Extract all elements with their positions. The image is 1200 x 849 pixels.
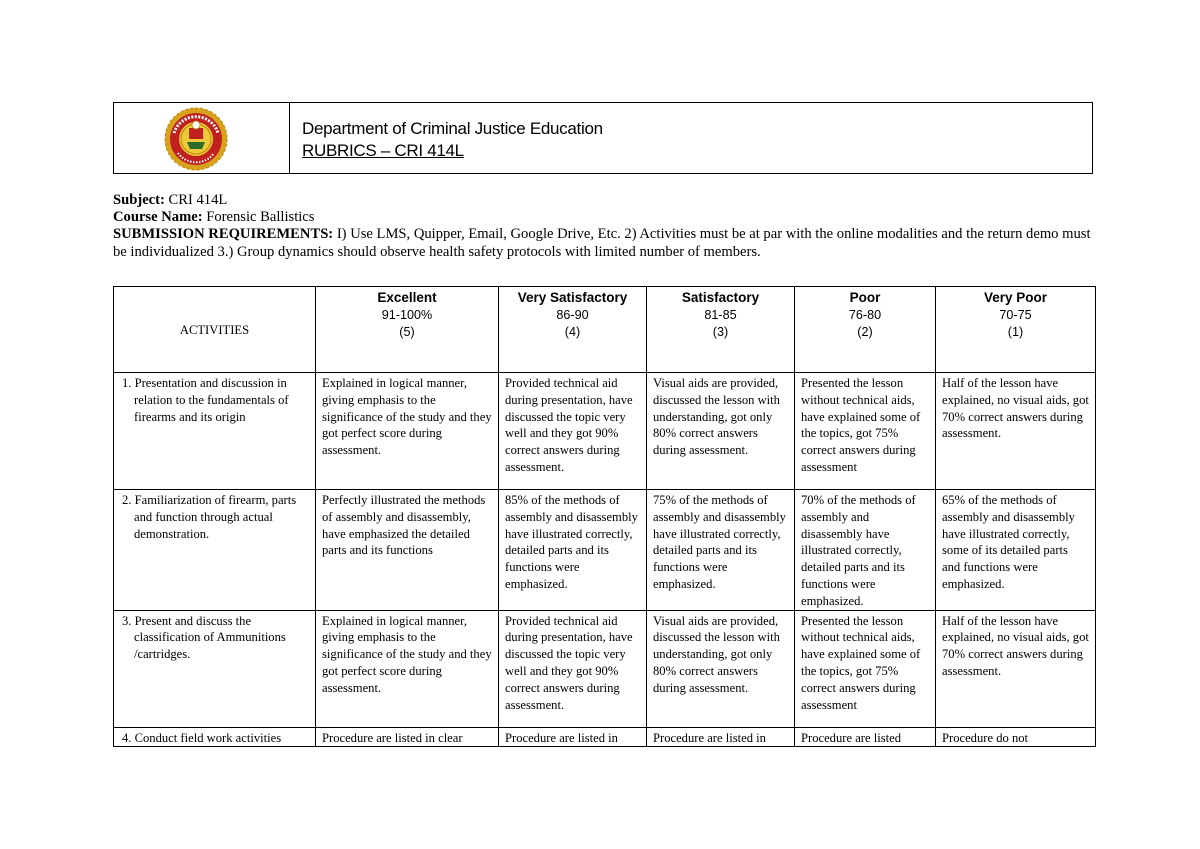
level-header (795, 287, 936, 373)
criteria-cell: Half of the lesson have explained, no visual aids, got 70% correct answers during assessment. (936, 373, 1096, 490)
level-points: (3) (712, 324, 729, 339)
table-row (114, 727, 1096, 747)
criteria-cell: Procedure are listed in (647, 727, 795, 747)
level-name: Very Satisfactory (517, 290, 628, 305)
level-name: Satisfactory (681, 290, 760, 305)
activity-text: 2. Familiarization of firearm, parts and function through actual demonstration. (122, 493, 297, 541)
level-header (647, 287, 795, 373)
college-seal-icon (161, 106, 231, 172)
logo-cell (114, 103, 290, 173)
activity-cell (114, 373, 316, 490)
course-label: Course Name: (113, 209, 203, 226)
criteria-cell: 75% of the methods of assembly and disassembly have illustrated correctly, detailed parts and its functions were emphasized. (647, 490, 795, 611)
rubrics-title: RUBRICS – CRI 414L (302, 141, 464, 160)
criteria-cell: Provided technical aid during presentation, have discussed the topic very well and they got 90% correct answers during assessment. (499, 373, 647, 490)
level-header (316, 287, 499, 373)
level-points: (5) (399, 324, 415, 339)
course-value: Forensic Ballistics (202, 209, 315, 226)
subject-line (113, 192, 1098, 209)
submission-label: SUBMISSION REQUIREMENTS: (113, 226, 334, 243)
criteria-cell: Provided technical aid during presentation, have discussed the topic very well and they got 90% correct answers during assessment. (499, 610, 647, 727)
table-row (114, 610, 1096, 727)
submission-line (113, 226, 1098, 260)
activity-text: 1. Presentation and discussion in relation to the fundamentals of firearms and its origin (122, 376, 289, 424)
level-header (936, 287, 1096, 373)
criteria-cell: Procedure are listed (795, 727, 936, 747)
criteria-cell: 65% of the methods of assembly and disassembly have illustrated correctly, some of its detailed parts and functions were emphasized. (936, 490, 1096, 611)
subject-label: Subject: (113, 192, 165, 208)
submission-value: I) Use LMS, Quipper, Email, Google Drive, Etc. 2) Activities must be at par with the online modalities and the return demo must be individualized 3.) Group dynamics should observe health safety protocols with limited number of members. (113, 226, 1091, 260)
level-name: Excellent (377, 290, 437, 305)
course-line (113, 209, 1098, 226)
criteria-cell: Procedure are listed in (499, 727, 647, 747)
level-points: (2) (857, 324, 873, 339)
criteria-cell: Visual aids are provided, discussed the lesson with understanding, got only 80% correct answers during assessment. (647, 373, 795, 490)
criteria-cell: 85% of the methods of assembly and disassembly have illustrated correctly, detailed parts and its functions were emphasized. (499, 490, 647, 611)
activity-cell (114, 610, 316, 727)
course-info (113, 192, 1098, 261)
activity-text: 4. Conduct field work activities (122, 730, 282, 745)
activities-header: ACTIVITIES (114, 287, 316, 373)
criteria-cell: Presented the lesson without technical aids, have explained some of the topics, got 75% correct answers during assessment (795, 373, 936, 490)
level-range: 76-80 (848, 307, 882, 322)
level-range: 91-100% (381, 307, 433, 322)
level-name: Poor (849, 290, 881, 305)
criteria-cell: Perfectly illustrated the methods of assembly and disassembly, have emphasized the detailed parts and its functions (316, 490, 499, 611)
header-box (113, 102, 1093, 174)
criteria-cell: Procedure do not (936, 727, 1096, 747)
criteria-cell: Half of the lesson have explained, no visual aids, got 70% correct answers during assessment. (936, 610, 1096, 727)
rubric-table (113, 286, 1096, 747)
criteria-cell: Explained in logical manner, giving emphasis to the significance of the study and they got perfect score during assessment. (316, 373, 499, 490)
subject-value: CRI 414L (164, 192, 228, 208)
level-name: Very Poor (983, 290, 1048, 305)
criteria-cell: 70% of the methods of assembly and disassembly have illustrated correctly, detailed parts and its functions were emphasized. (795, 490, 936, 611)
criteria-cell: Explained in logical manner, giving emphasis to the significance of the study and they got perfect score during assessment. (316, 610, 499, 727)
department-title: Department of Criminal Justice Education (302, 119, 603, 138)
level-header (499, 287, 647, 373)
criteria-cell: Presented the lesson without technical aids, have explained some of the topics, got 75% correct answers during assessment (795, 610, 936, 727)
criteria-cell: Visual aids are provided, discussed the lesson with understanding, got only 80% correct answers during assessment. (647, 610, 795, 727)
activity-cell (114, 490, 316, 611)
level-points: (4) (564, 324, 581, 339)
table-row (114, 490, 1096, 611)
criteria-cell: Procedure are listed in clear (316, 727, 499, 747)
activity-text: 3. Present and discuss the classification of Ammunitions /cartridges. (122, 613, 286, 662)
level-range: 70-75 (999, 307, 1032, 322)
table-row (114, 373, 1096, 490)
table-header-row (114, 287, 1096, 373)
activity-cell (114, 727, 316, 747)
level-range: 81-85 (704, 307, 737, 322)
level-range: 86-90 (556, 307, 589, 322)
level-points: (1) (1007, 324, 1024, 339)
